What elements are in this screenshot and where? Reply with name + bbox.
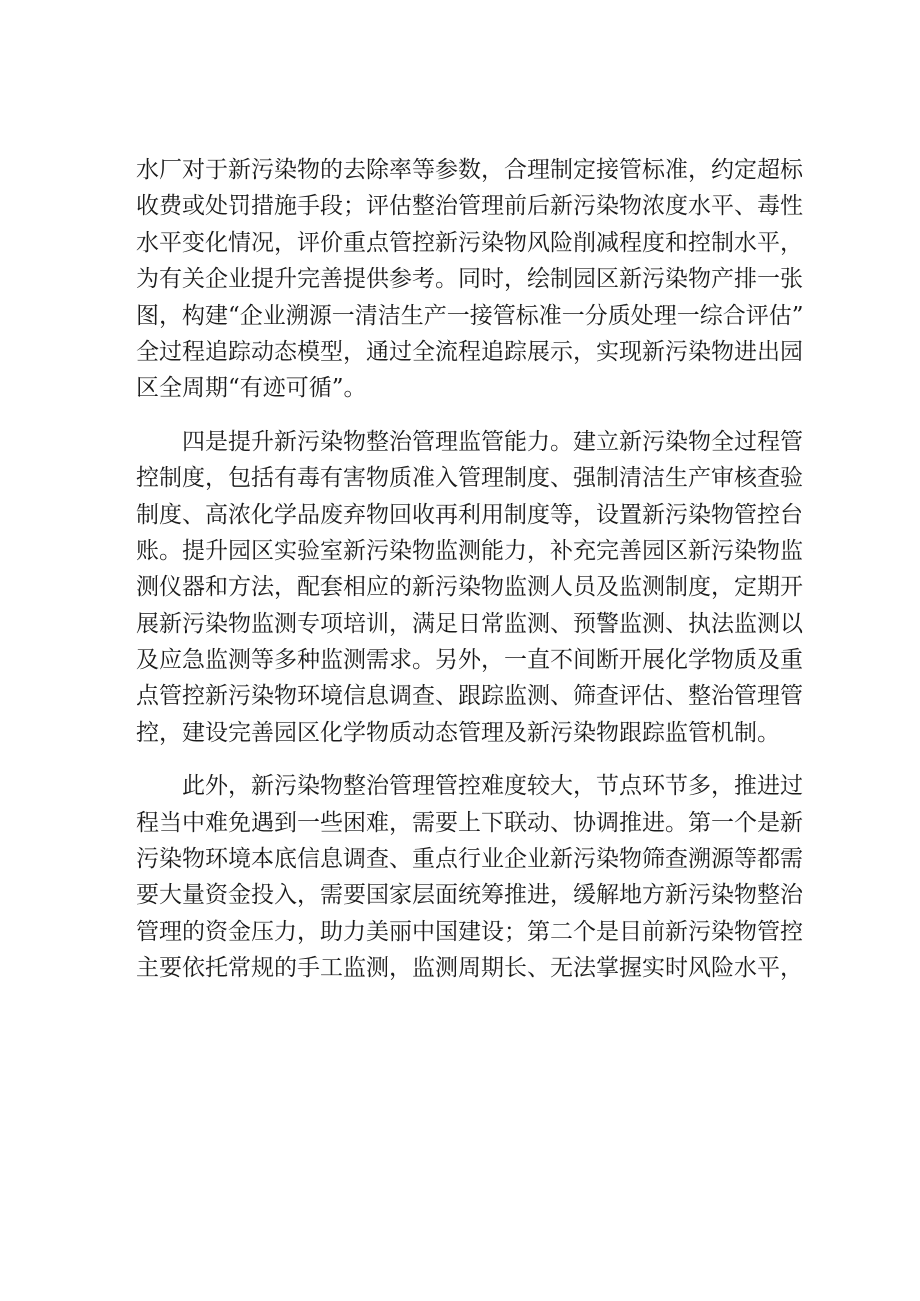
text-line: 此外，新污染物整治管理管控难度较大，节点环节多，推进过 (182, 773, 803, 800)
text-line: 收费或处罚措施手段；评估整治管理前后新污染物浓度水平、毒性 (136, 193, 803, 220)
paragraph-gap (136, 751, 796, 768)
text-line: 账。提升园区实验室新污染物监测能力，补充完善园区新污染物监 (136, 537, 803, 564)
text-line: 图，构建“企业溯源一清洁生产一接管标准一分质处理一综合评估” (136, 302, 804, 329)
paragraph-1 (136, 152, 804, 407)
text-line: 程当中难免遇到一些困难，需要上下联动、协调推进。第一个是新 (136, 809, 803, 836)
text-line: 测仪器和方法，配套相应的新污染物监测人员及监测制度，定期开 (136, 574, 803, 601)
document-body (136, 152, 804, 987)
text-line: 四是提升新污染物整治管理监管能力。建立新污染物全过程管 (182, 428, 803, 455)
text-line: 控制度，包括有毒有害物质准入管理制度、强制清洁生产审核查验 (136, 465, 803, 492)
text-line: 水厂对于新污染物的去除率等参数，合理制定接管标准，约定超标 (136, 157, 803, 183)
text-line: 区全周期“有迹可循”。 (136, 375, 367, 402)
text-line: 点管控新污染物环境信息调查、跟踪监测、筛查评估、整治管理管 (136, 683, 803, 710)
text-line: 展新污染物监测专项培训，满足日常监测、预警监测、执法监测以 (136, 610, 803, 637)
paragraph-3 (136, 768, 803, 986)
text-line: 主要依托常规的手工监测，监测周期长、无法掌握实时风险水平， (136, 955, 803, 982)
text-line: 控，建设完善园区化学物质动态管理及新污染物跟踪监管机制。 (136, 719, 780, 746)
paragraph-gap (136, 407, 796, 424)
text-line: 及应急监测等多种监测需求。另外，一直不间断开展化学物质及重 (136, 647, 803, 674)
text-line: 管理的资金压力，助力美丽中国建设；第二个是目前新污染物管控 (136, 918, 803, 945)
text-line: 全过程追踪动态模型，通过全流程追踪展示，实现新污染物进出园 (136, 338, 803, 365)
text-line: 为有关企业提升完善提供参考。同时，绘制园区新污染物产排一张 (136, 266, 803, 293)
text-line: 要大量资金投入，需要国家层面统筹推进，缓解地方新污染物整治 (136, 882, 803, 909)
paragraph-2 (136, 424, 803, 752)
text-line: 水平变化情况，评价重点管控新污染物风险削减程度和控制水平， (136, 229, 803, 256)
text-line: 污染物环境本底信息调查、重点行业企业新污染物筛查溯源等都需 (136, 846, 803, 873)
text-line: 制度、高浓化学品废弃物回收再利用制度等，设置新污染物管控台 (136, 501, 803, 528)
